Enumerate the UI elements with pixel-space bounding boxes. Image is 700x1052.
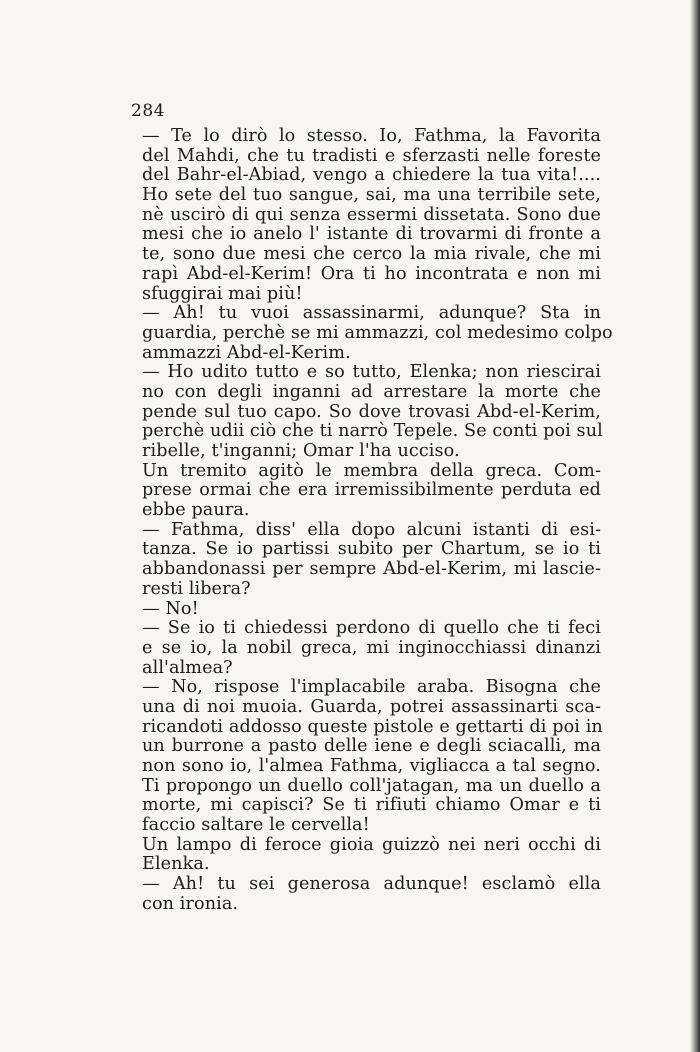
text-line: del Bahr-el-Abiad, vengo a chiedere la tua vita!.... [142, 165, 601, 186]
text-line: Elenka. [142, 854, 210, 875]
body-text [142, 126, 613, 915]
text-line: guardia, perchè se mi ammazzi, col medesimo colpo [142, 322, 613, 343]
text-line: faccio saltare le cervella! [142, 815, 370, 836]
text-line: Un tremito agitò le membra della greca. Com- [142, 460, 601, 481]
text-line: resti libera? [142, 578, 251, 599]
text-line: e se io, la nobil greca, mi inginocchiassi dinanzi [142, 637, 601, 658]
text-line: con ironia. [142, 893, 239, 914]
text-line: una di noi muoia. Guarda, potrei assassinarti sca- [142, 696, 601, 717]
text-line: Ho sete del tuo sangue, sai, ma una terribile sete, [142, 185, 601, 206]
text-line: perchè udii ciò che ti narrò Tepele. Se conti poi sul [142, 421, 603, 442]
text-line: un burrone a pasto delle iene e degli sciacalli, ma [142, 736, 601, 757]
text-line: morte, mi capisci? Se ti rifiuti chiamo Omar e ti [142, 795, 601, 816]
text-line: ebbe paura. [142, 500, 250, 521]
text-line: Ti propongo un duello coll'jatagan, ma un duello a [142, 775, 601, 796]
page-edge-shadow [690, 0, 700, 1052]
text-line: pende sul tuo capo. So dove trovasi Abd-el-Kerim, [142, 401, 601, 422]
text-line: non sono io, l'almea Fathma, vigliacca a tal segno. [142, 756, 601, 776]
text-line: te, sono due mesi che cerco la mia rivale, che mi [142, 244, 601, 265]
text-line: all'almea? [142, 657, 233, 678]
text-line: abbandonassi per sempre Abd-el-Kerim, mi lascie- [142, 559, 601, 580]
page-number: 284 [131, 101, 165, 121]
text-line: Un lampo di feroce gioia guizzò nei neri occhi di [142, 834, 601, 855]
text-line: — Ah! tu sei generosa adunque! esclamò ella [142, 874, 601, 895]
text-line: — Te lo dirò lo stesso. Io, Fathma, la Favorita [142, 126, 601, 146]
text-line: nè uscirò di qui senza essermi dissetata. Sono due [142, 204, 601, 225]
text-line: — No! [142, 598, 199, 619]
text-line: — No, rispose l'implacabile araba. Bisogna che [142, 677, 601, 698]
text-line: mesi che io anelo l' istante di trovarmi di fronte a [142, 224, 601, 245]
text-line: tanza. Se io partissi subito per Chartum, se io ti [142, 539, 601, 560]
text-line: ribelle, t'inganni; Omar l'ha ucciso. [142, 441, 460, 461]
text-line: — Ah! tu vuoi assassinarmi, adunque? Sta in [142, 303, 601, 324]
text-line: ammazzi Abd-el-Kerim. [142, 342, 351, 363]
text-line: del Mahdi, che tu tradisti e sferzasti nelle foreste [142, 145, 601, 166]
text-line: — Fathma, diss' ella dopo alcuni istanti di esi- [142, 519, 601, 540]
text-line: no con degli inganni ad arrestare la morte che [142, 381, 601, 402]
text-line: rapì Abd-el-Kerim! Ora ti ho incontrata e non mi [142, 263, 601, 284]
text-line: — Se io ti chiedessi perdono di quello che ti feci [142, 618, 601, 639]
text-line: — Ho udito tutto e so tutto, Elenka; non riescirai [142, 362, 601, 383]
text-line: sfuggirai mai più! [142, 283, 303, 304]
text-line: prese ormai che era irremissibilmente perduta ed [142, 480, 601, 501]
text-line: ricandoti addosso queste pistole e gettarti di poi in [142, 716, 603, 737]
